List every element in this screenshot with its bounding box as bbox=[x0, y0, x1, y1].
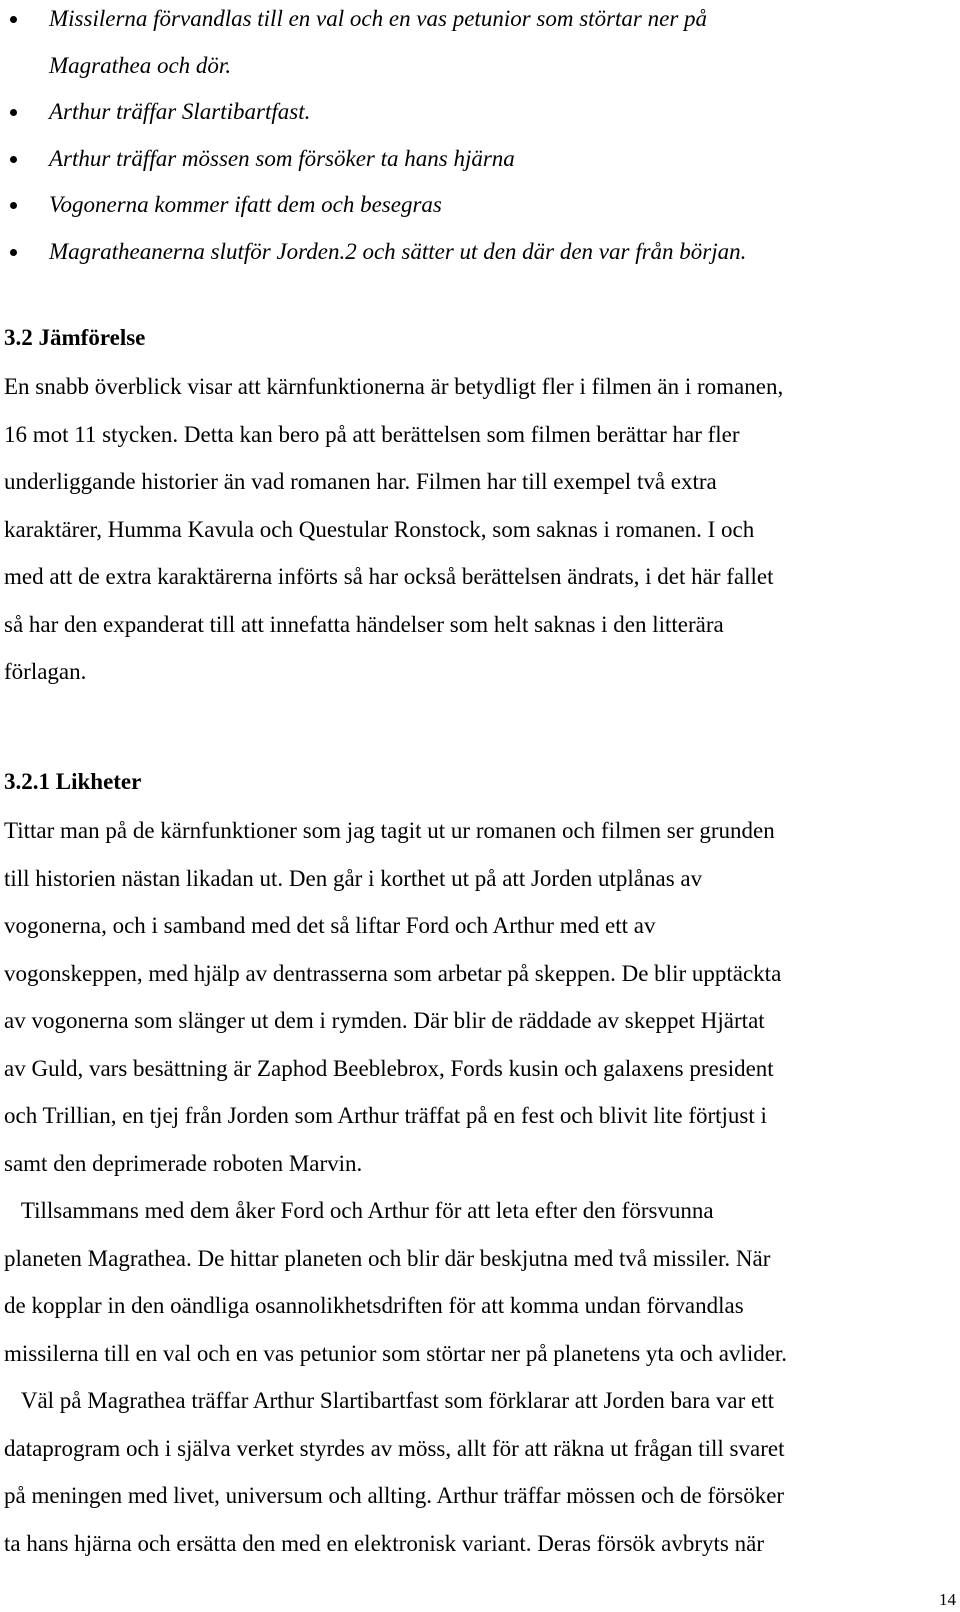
bullet-item bbox=[0, 89, 940, 136]
bullet-dot-icon bbox=[10, 249, 17, 256]
text-line: Tittar man på de kärnfunktioner som jag tagit ut ur romanen och filmen ser grunden bbox=[4, 818, 775, 843]
bullet-text-line: Vogonerna kommer ifatt dem och besegras bbox=[49, 192, 442, 217]
text-line: av Guld, vars besättning är Zaphod Beeblebrox, Fords kusin och galaxens president bbox=[4, 1055, 774, 1081]
bullet-dot-icon bbox=[10, 16, 17, 23]
bullet-item bbox=[0, 136, 940, 183]
text-line: vogonskeppen, med hjälp av dentrasserna som arbetar på skeppen. De blir upptäckta bbox=[4, 960, 782, 986]
bullet-dot-icon bbox=[10, 109, 17, 116]
bullet-item bbox=[0, 0, 940, 89]
text-line: 16 mot 11 stycken. Detta kan bero på att berättelsen som filmen berättar har fler bbox=[4, 421, 740, 447]
text-line: karaktärer, Humma Kavula och Questular Ronstock, som saknas i romanen. I och bbox=[4, 516, 755, 542]
text-line: dataprogram och i själva verket styrdes av möss, allt för att räkna ut frågan till svaret bbox=[4, 1435, 785, 1461]
text-line: med att de extra karaktärerna införts så har också berättelsen ändrats, i det här fallet bbox=[4, 564, 774, 589]
text-line: Väl på Magrathea träffar Arthur Slartibartfast som förklarar att Jorden bara var ett bbox=[4, 1388, 774, 1413]
text-line: till historien nästan likadan ut. Den går i korthet ut på att Jorden utplånas av bbox=[4, 865, 703, 891]
text-line: vogonerna, och i samband med det så liftar Ford och Arthur med ett av bbox=[4, 913, 656, 938]
text-line: underliggande historier än vad romanen har. Filmen har till exempel två extra bbox=[4, 469, 717, 494]
text-line: Tillsammans med dem åker Ford och Arthur för att leta efter den försvunna bbox=[4, 1198, 714, 1223]
bullet-dot-icon bbox=[10, 202, 17, 209]
text-line: av vogonerna som slänger ut dem i rymden. Där blir de räddade av skeppet Hjärtat bbox=[4, 1008, 765, 1033]
bullet-text-line: Missilerna förvandlas till en val och en vas petunior som störtar ner på bbox=[49, 6, 708, 31]
bullet-dot-icon bbox=[10, 156, 17, 163]
text-line: ta hans hjärna och ersätta den med en elektronisk variant. Deras försök avbryts när bbox=[4, 1530, 764, 1556]
text-line: på meningen med livet, universum och allting. Arthur träffar mössen och de försöker bbox=[4, 1483, 785, 1508]
text-line: En snabb överblick visar att kärnfunktionerna är betydligt fler i filmen än i romanen, bbox=[4, 374, 784, 399]
section-heading-likheter: 3.2.1 Likheter bbox=[4, 769, 142, 794]
text-line: missilerna till en val och en vas petunior som störtar ner på planetens yta och avlider. bbox=[4, 1340, 788, 1366]
text-line: planeten Magrathea. De hittar planeten och blir där beskjutna med två missiler. När bbox=[4, 1245, 771, 1271]
bullet-item bbox=[0, 229, 940, 276]
event-bullet-list bbox=[0, 0, 940, 275]
bullet-item bbox=[0, 182, 940, 229]
text-line: samt den deprimerade roboten Marvin. bbox=[4, 1150, 363, 1176]
bullet-text-line: Arthur träffar Slartibartfast. bbox=[49, 99, 311, 124]
bullet-text-line: Magrathea och dör. bbox=[49, 52, 232, 78]
text-line: de kopplar in den oändliga osannolikhetsdriften för att komma undan förvandlas bbox=[4, 1293, 744, 1318]
section-heading-jamforelse: 3.2 Jämförelse bbox=[4, 325, 146, 350]
bullet-text-line: Arthur träffar mössen som försöker ta hans hjärna bbox=[49, 145, 515, 171]
text-line: förlagan. bbox=[4, 659, 87, 684]
page-number: 14 bbox=[939, 1590, 956, 1609]
paragraph-likheter bbox=[4, 807, 944, 1567]
text-line: så har den expanderat till att innefatta händelser som helt saknas i den litterära bbox=[4, 611, 724, 637]
paragraph-jamforelse bbox=[4, 363, 944, 696]
text-line: och Trillian, en tjej från Jorden som Arthur träffat på en fest och blivit lite förtjust i bbox=[4, 1103, 767, 1128]
bullet-text-line: Magratheanerna slutför Jorden.2 och sätter ut den där den var från början. bbox=[49, 238, 747, 264]
